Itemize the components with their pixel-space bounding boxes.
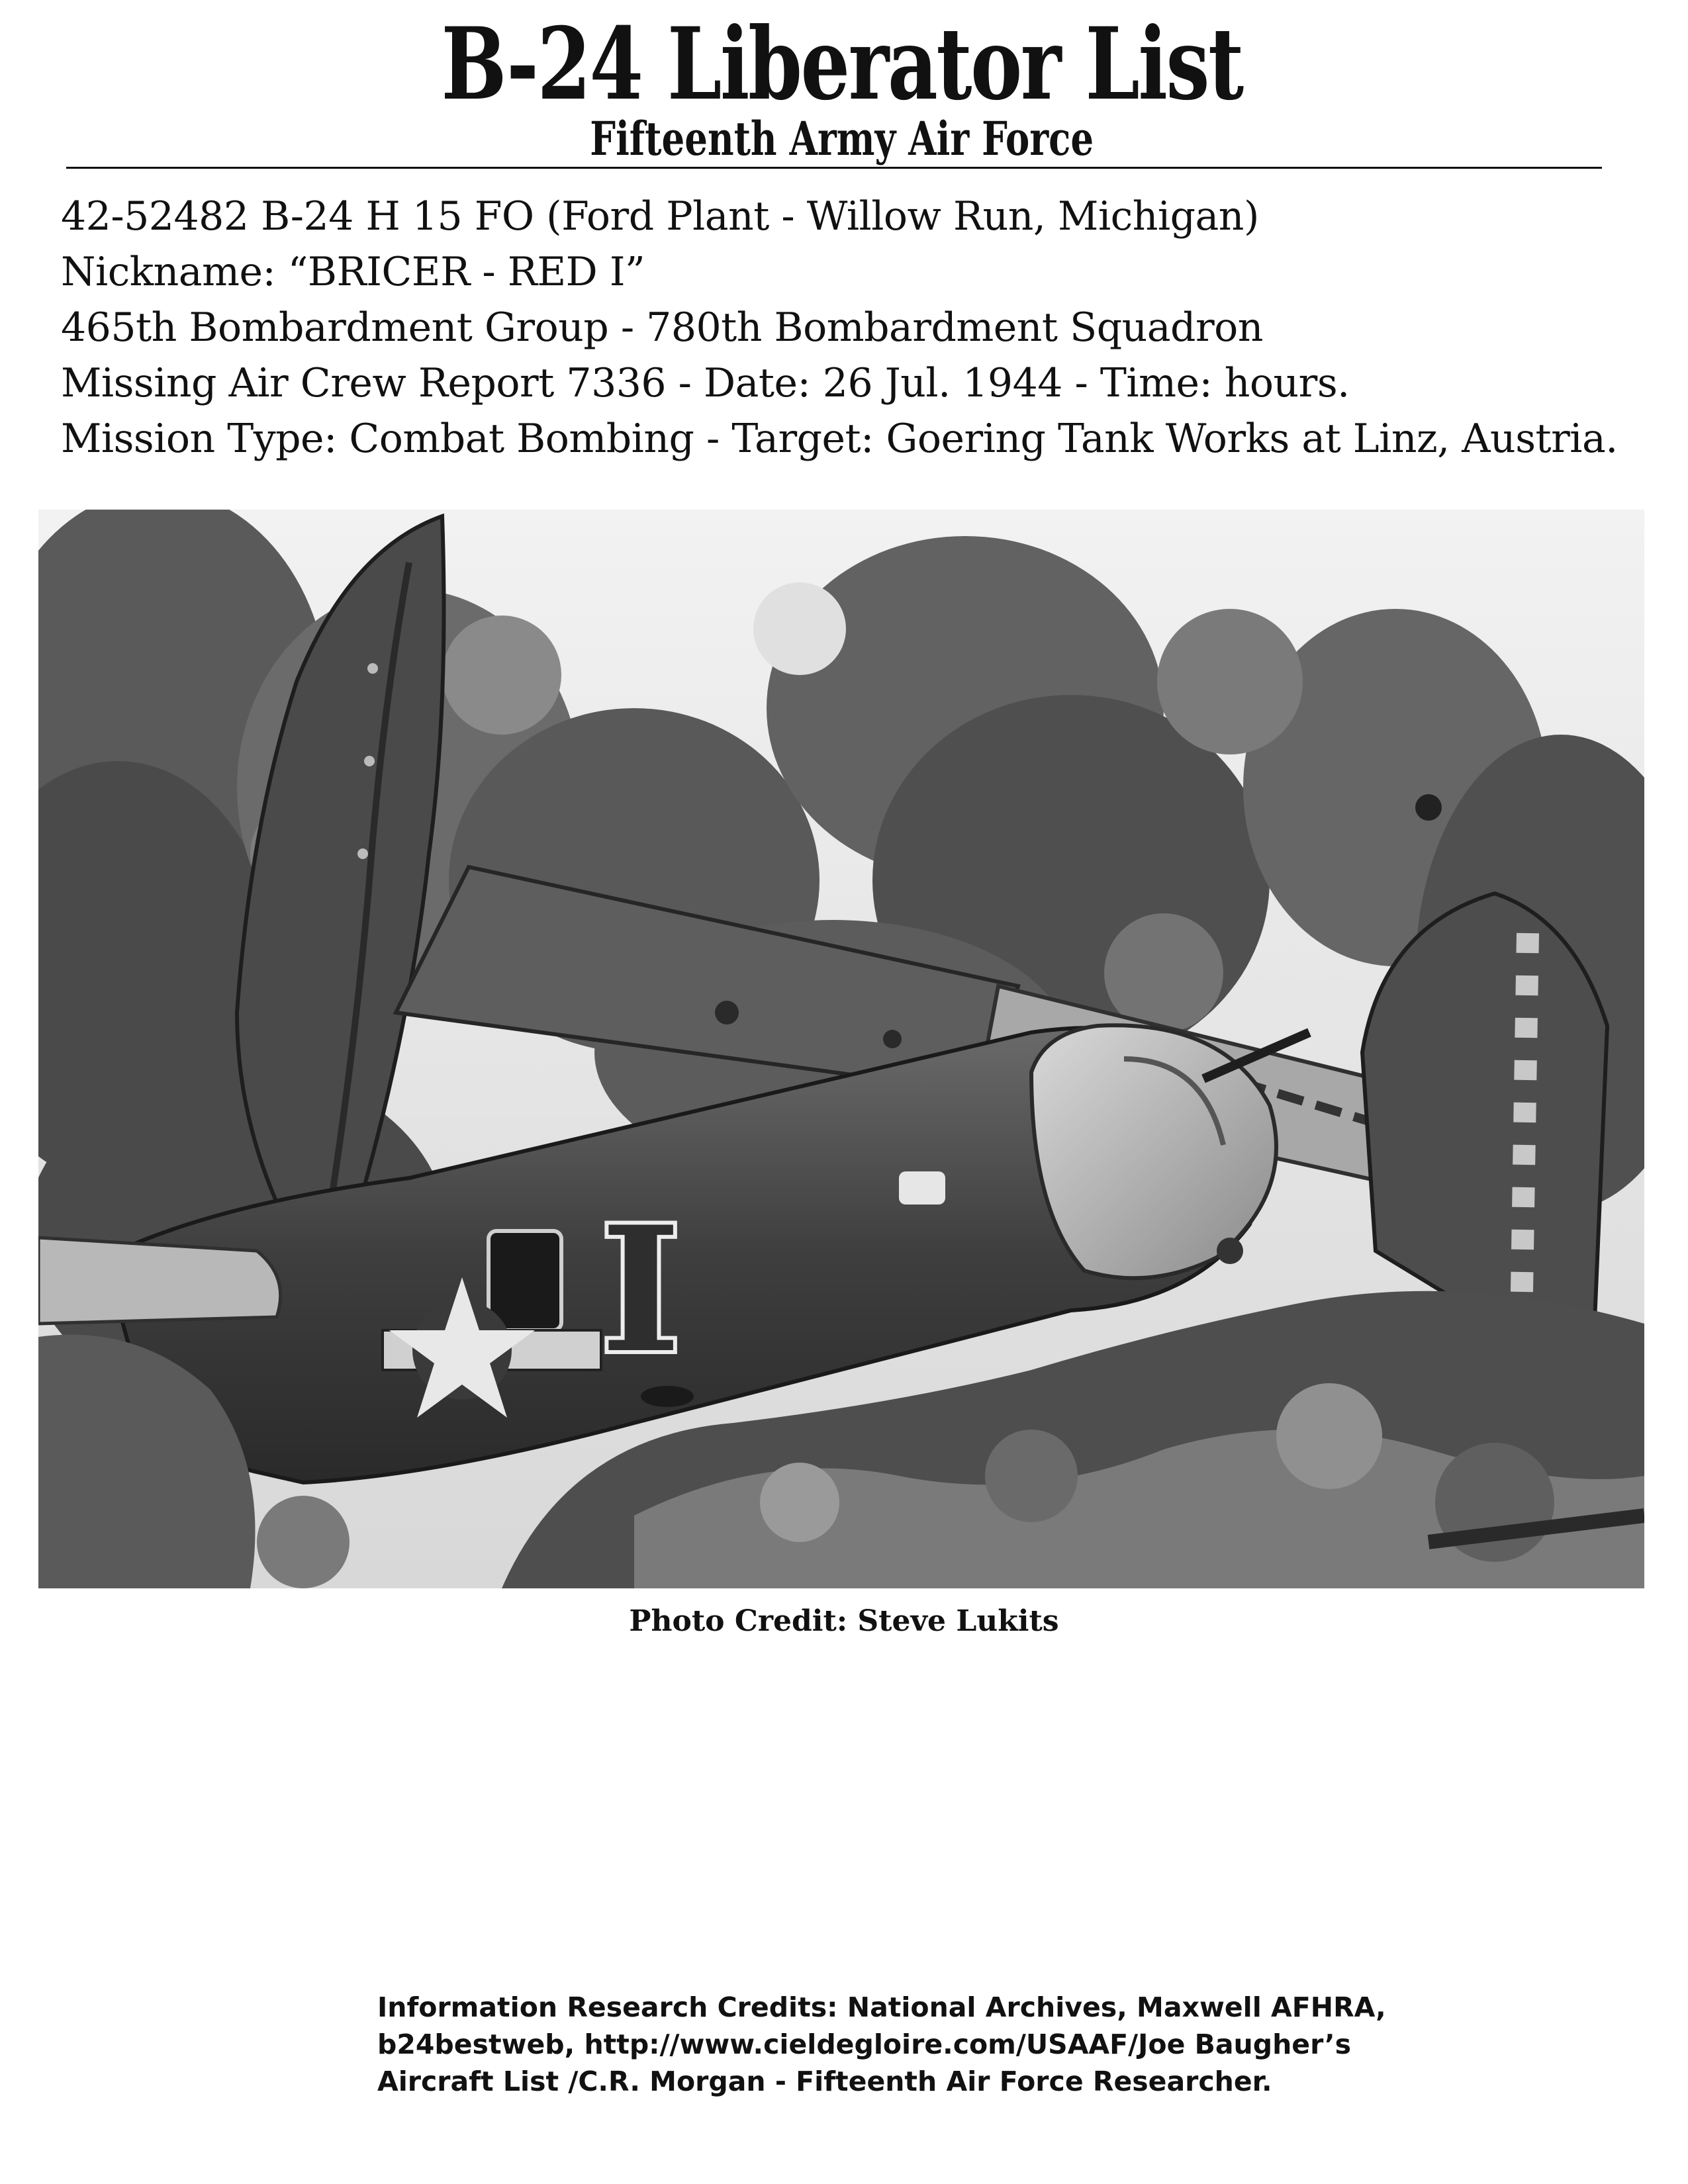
photo-credit: Photo Credit: Steve Lukits xyxy=(629,1604,1059,1638)
research-credits xyxy=(377,1989,1635,2100)
fuselage-letter xyxy=(600,1189,681,1391)
page-title: B-24 Liberator List xyxy=(441,6,1243,122)
nickname-line: Nickname: “BRICER - RED I” xyxy=(61,249,645,295)
mission-line: Mission Type: Combat Bombing - Target: Goering Tank Works at Linz, Austria. xyxy=(61,416,1618,462)
waist-window xyxy=(489,1231,561,1330)
credit-line-2: b24bestweb, http://www.cieldegloire.com/USAAF/Joe Baugher’s xyxy=(377,2028,1352,2060)
credit-line-3: Aircraft List /C.R. Morgan - Fifteenth Air Force Researcher. xyxy=(377,2066,1272,2097)
macr-line: Missing Air Crew Report 7336 - Date: 26 Jul. 1944 - Time: hours. xyxy=(61,360,1350,406)
credit-line-1: Information Research Credits: National Archives, Maxwell AFHRA, xyxy=(377,1991,1386,2023)
header-divider xyxy=(66,167,1602,169)
aircraft-info xyxy=(61,189,1676,467)
wreck-photo xyxy=(38,510,1644,1588)
serial-line: 42-52482 B-24 H 15 FO (Ford Plant - Willow Run, Michigan) xyxy=(61,193,1259,240)
unit-line: 465th Bombardment Group - 780th Bombardment Squadron xyxy=(61,304,1263,351)
fuselage-letter-text: I xyxy=(600,1189,681,1391)
page-subtitle: Fifteenth Army Air Force xyxy=(590,111,1094,166)
